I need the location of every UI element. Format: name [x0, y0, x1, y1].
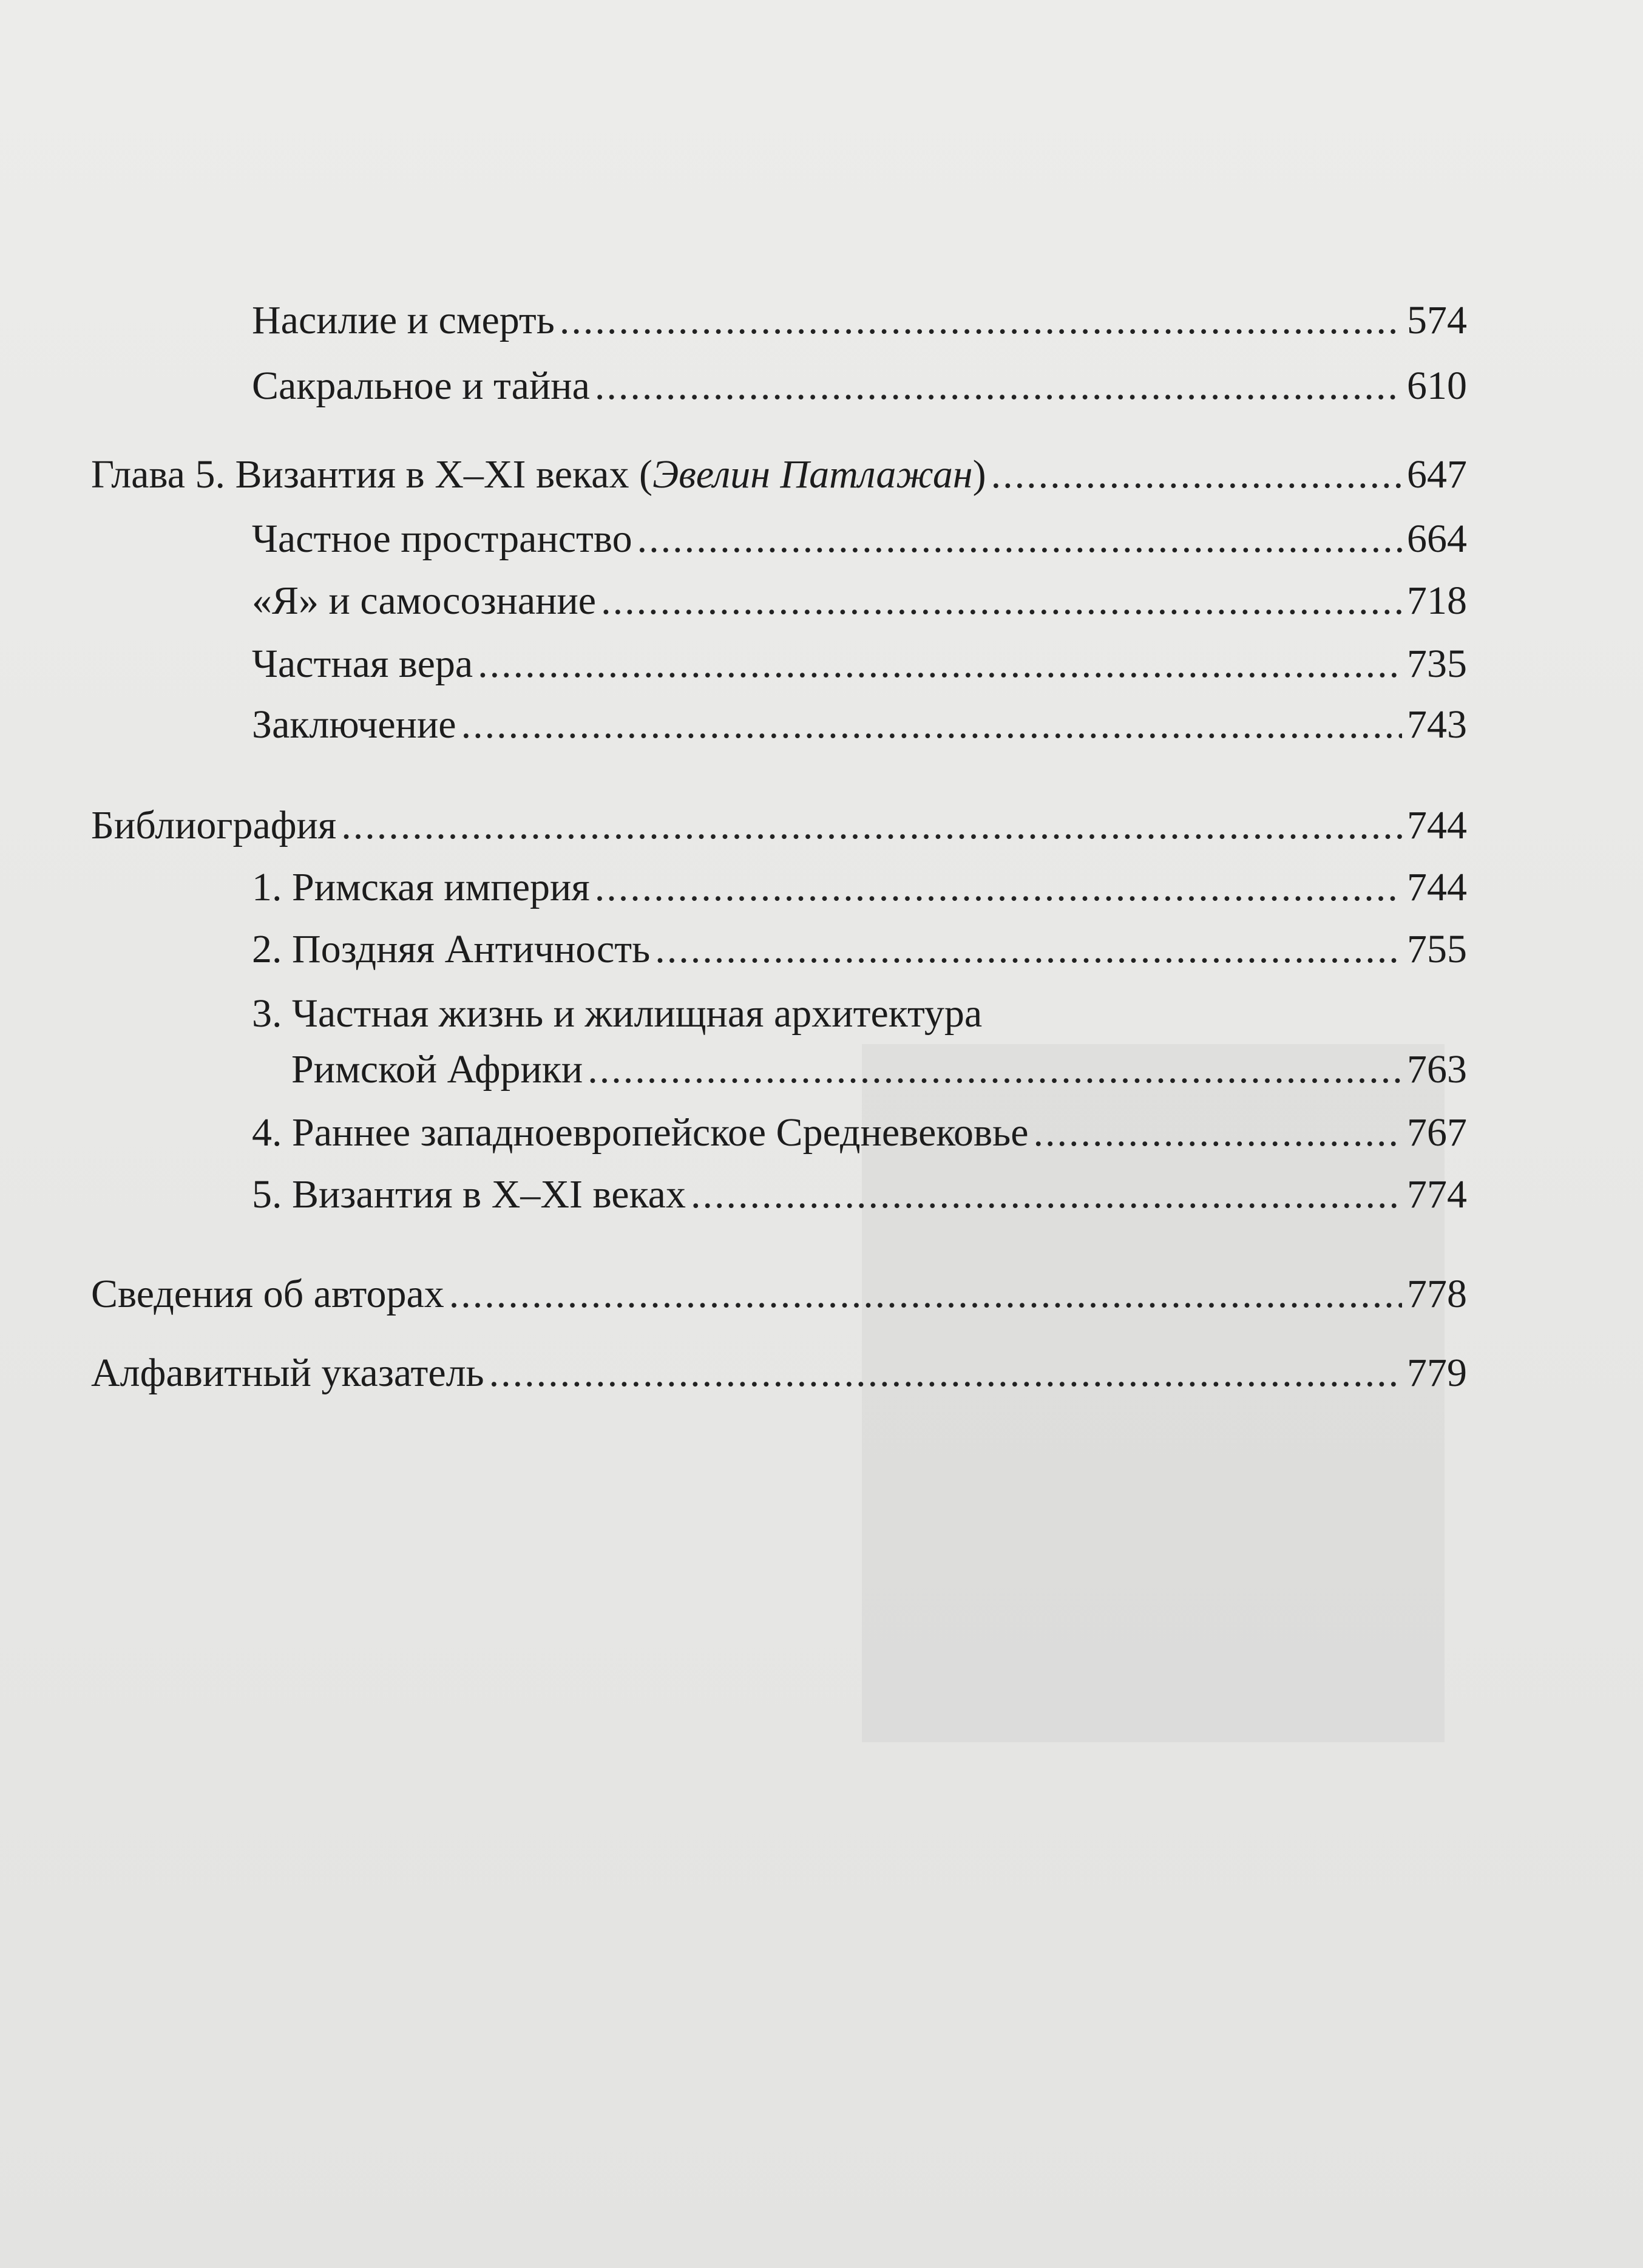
toc-leader-dots — [478, 640, 1402, 688]
toc-entry-title: Сведения об авторах — [91, 1272, 444, 1316]
toc-entry — [252, 925, 1467, 974]
toc-section-entry — [91, 1270, 1467, 1319]
toc-entry-title: Сакральное и тайна — [252, 364, 590, 408]
toc-leader-dots — [691, 1170, 1402, 1219]
toc-entry-line-1 — [252, 990, 1467, 1038]
toc-entry-page: 778 — [1407, 1272, 1467, 1316]
toc-leader-dots — [595, 863, 1402, 912]
toc-entry-page: 718 — [1407, 579, 1467, 623]
toc-entry-title: Библиография — [91, 803, 337, 847]
toc-entry-title: Частная вера — [252, 642, 473, 686]
toc-entry-page: 779 — [1407, 1351, 1467, 1395]
toc-entry-page: 743 — [1407, 702, 1467, 747]
toc-entry-page: 574 — [1407, 298, 1467, 342]
chapter-author: Эвелин Патлажан — [652, 452, 973, 497]
toc-chapter-entry — [91, 450, 1467, 499]
toc-entry-page: 735 — [1407, 642, 1467, 686]
toc-leader-dots — [489, 1349, 1402, 1397]
toc-entry-title: Римской Африки — [291, 1047, 583, 1092]
toc-entry-title: «Я» и самосознание — [252, 579, 597, 623]
toc-entry-page: 755 — [1407, 927, 1467, 971]
toc-entry-title: Насилие и смерть — [252, 298, 555, 342]
toc-entry-title: 3. Частная жизнь и жилищная архитектура — [252, 991, 983, 1036]
toc-entry — [252, 296, 1467, 345]
chapter-title-close: ) — [972, 452, 986, 497]
toc-entry — [252, 640, 1467, 688]
toc-entry — [252, 701, 1467, 749]
toc-entry — [252, 1170, 1467, 1219]
toc-leader-dots — [1034, 1109, 1402, 1157]
toc-leader-dots — [991, 450, 1402, 499]
toc-entry-title: 2. Поздняя Античность — [252, 927, 651, 971]
toc-leader-dots — [637, 515, 1402, 563]
toc-entry-page: 664 — [1407, 517, 1467, 561]
chapter-title-text: Глава 5. Византия в X–XI веках ( — [91, 452, 652, 497]
toc-entry-title: 4. Раннее западноевропейское Средневековье — [252, 1110, 1029, 1155]
toc-entry-page: 744 — [1407, 803, 1467, 847]
toc-leader-dots — [341, 801, 1402, 850]
toc-entry-page: 647 — [1407, 452, 1467, 497]
toc-entry — [252, 1109, 1467, 1157]
toc-leader-dots — [588, 1045, 1402, 1094]
toc-section-entry — [91, 1349, 1467, 1397]
toc-leader-dots — [461, 701, 1402, 749]
toc-entry — [252, 577, 1467, 625]
toc-entry-title: Алфавитный указатель — [91, 1351, 484, 1395]
toc-entry-title: 1. Римская империя — [252, 865, 590, 909]
toc-entry-title: 5. Византия в X–XI веках — [252, 1172, 686, 1217]
toc-entry-line-2 — [291, 1045, 1467, 1094]
toc-entry-title: Частное пространство — [252, 517, 632, 561]
toc-leader-dots — [595, 362, 1402, 410]
toc-entry-page: 610 — [1407, 364, 1467, 408]
toc-entry-title — [91, 450, 986, 499]
toc-leader-dots — [449, 1270, 1402, 1319]
toc-entry — [252, 362, 1467, 410]
toc-entry-title: Заключение — [252, 702, 456, 747]
toc-entry — [252, 515, 1467, 563]
toc-leader-dots — [560, 296, 1402, 345]
toc-entry-page: 744 — [1407, 865, 1467, 909]
toc-entry — [252, 863, 1467, 912]
toc-entry-page: 763 — [1407, 1047, 1467, 1092]
toc-entry-page: 774 — [1407, 1172, 1467, 1217]
toc-leader-dots — [655, 925, 1402, 974]
toc-leader-dots — [601, 577, 1402, 625]
toc-entry-page: 767 — [1407, 1110, 1467, 1155]
toc-section-entry — [91, 801, 1467, 850]
